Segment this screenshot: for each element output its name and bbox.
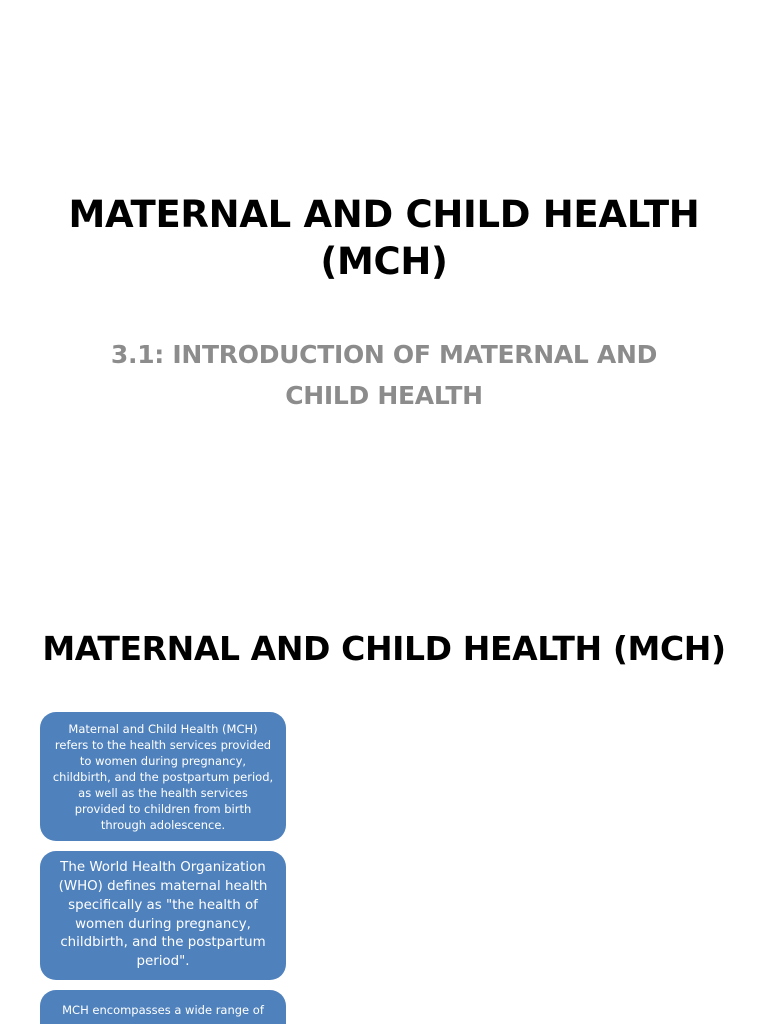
slide-title: MATERNAL AND CHILD HEALTH (MCH): [68, 193, 700, 283]
who-definition-box-text: The World Health Organization (WHO) defines maternal health specifically as "the health of women during pregnancy, childbirth, and the postpartum period".: [58, 860, 268, 969]
definition-box: [40, 712, 286, 841]
definition-box-text: Maternal and Child Health (MCH) refers to the health services provided to women during pregnancy, childbirth, and the postpartum period, as well as the health services provided to children from birth through adolescence.: [52, 721, 274, 832]
scope-box: [40, 990, 286, 1024]
content-slide: [0, 576, 768, 1024]
slide-heading: MATERNAL AND CHILD HEALTH (MCH): [42, 629, 726, 668]
who-definition-box: [40, 851, 286, 980]
scope-box-text: MCH encompasses a wide range of: [62, 1003, 264, 1017]
slide-subtitle: 3.1: INTRODUCTION OF MATERNAL AND CHILD HEALTH: [110, 340, 658, 410]
